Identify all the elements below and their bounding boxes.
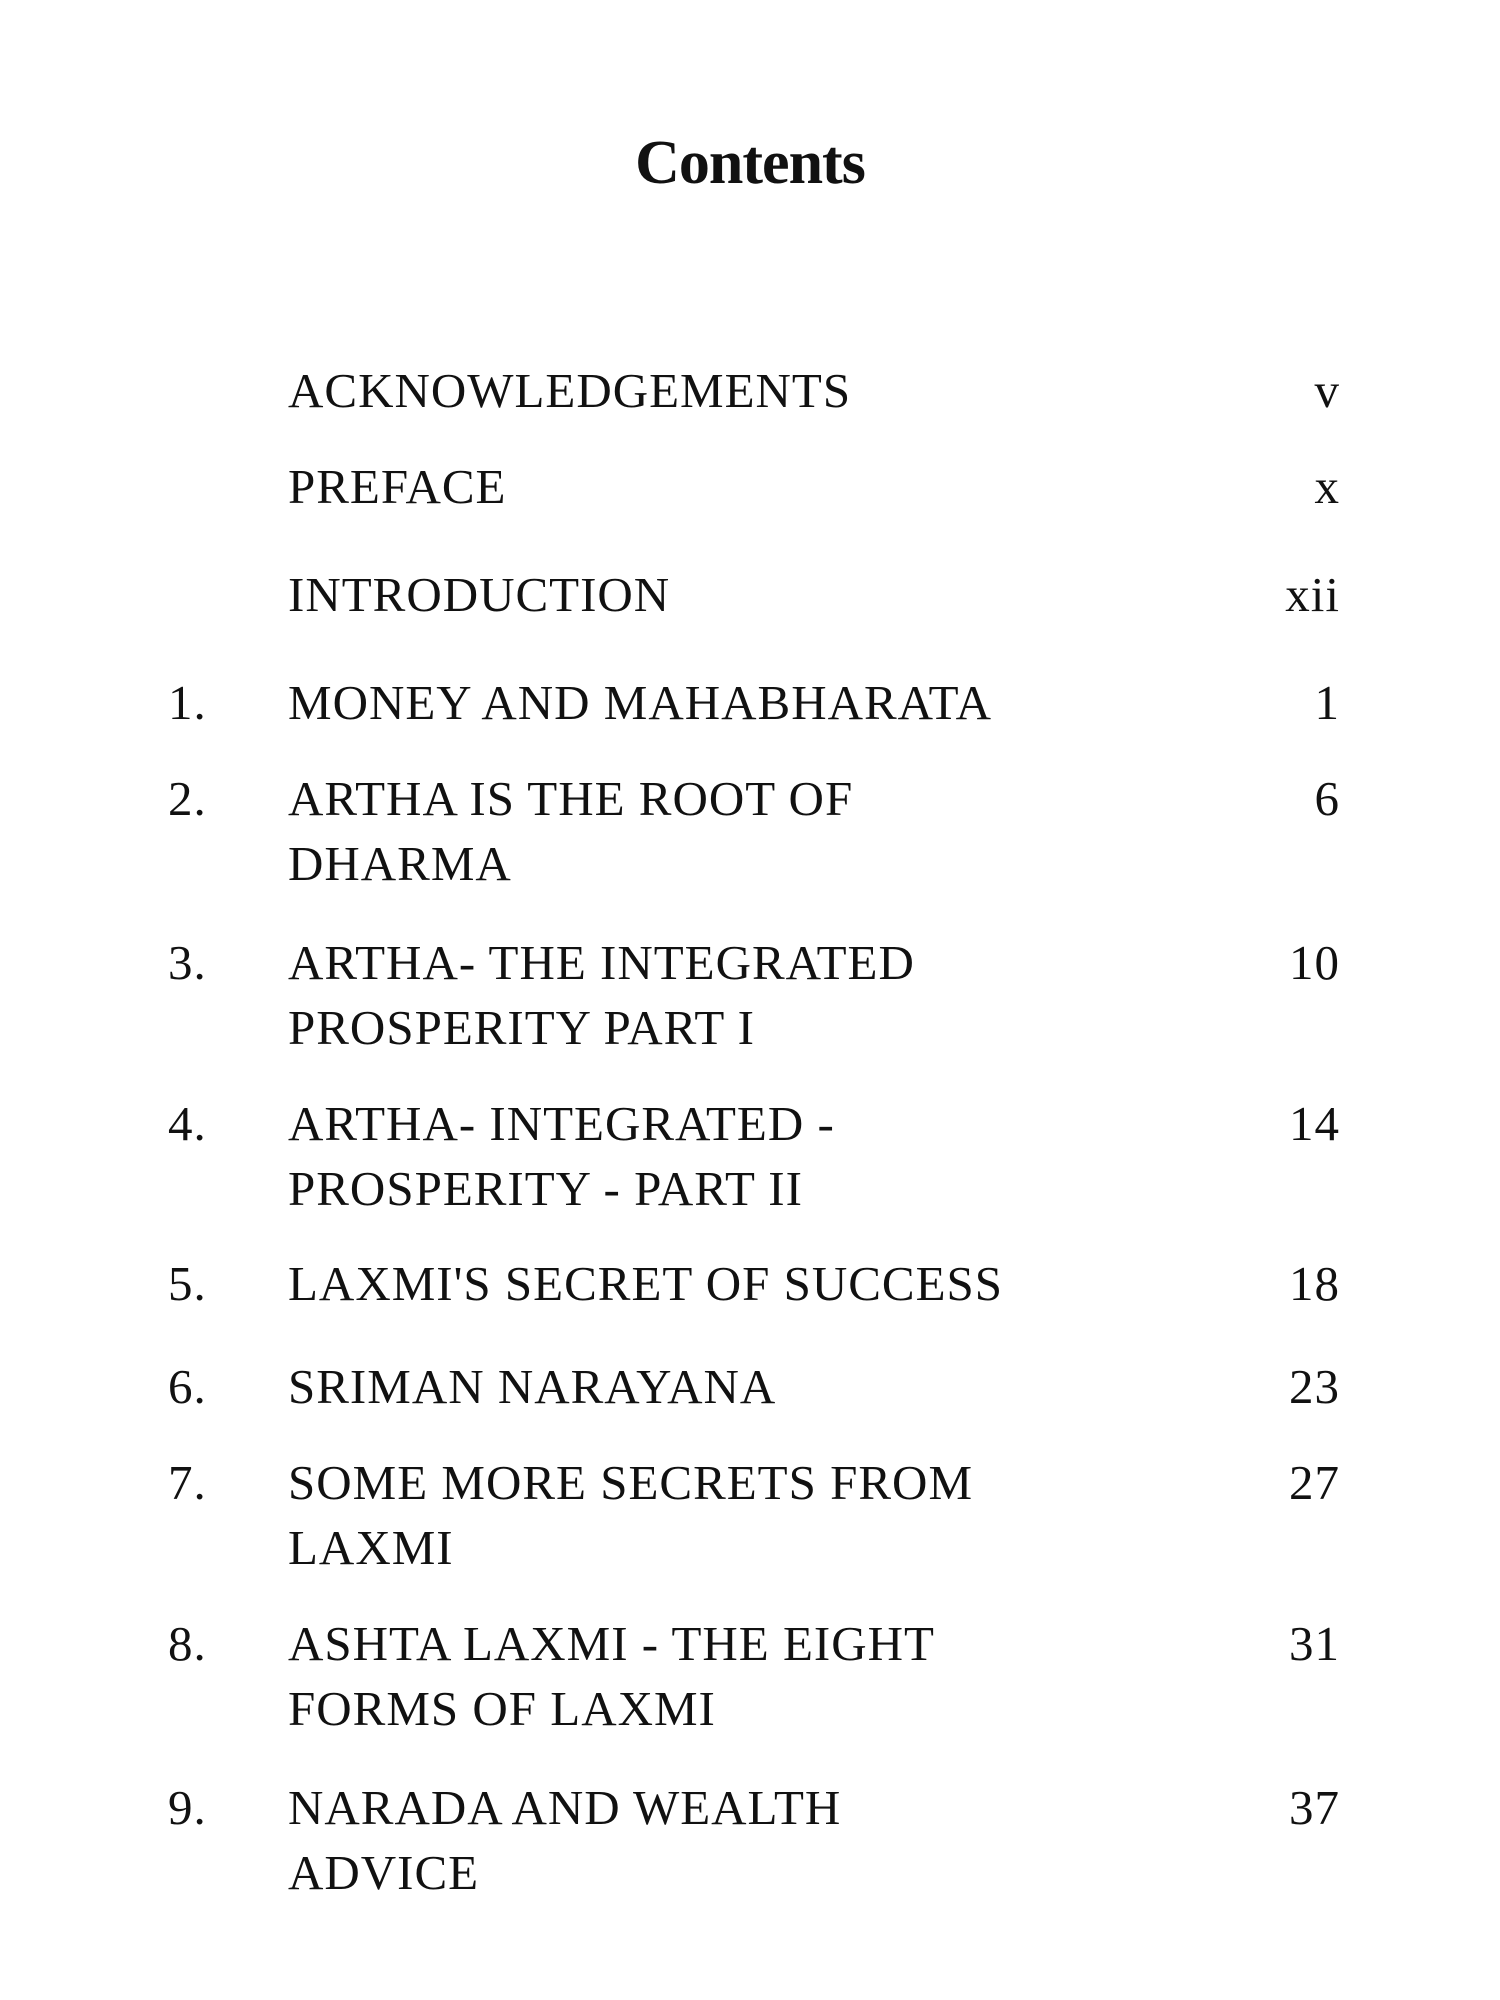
toc-entry-chapter-7[interactable] (0, 1450, 1500, 1575)
toc-entry-introduction[interactable] (0, 562, 1500, 682)
toc-entry-title: PREFACE (288, 459, 507, 514)
toc-entry-number: 2. (168, 771, 207, 826)
toc-entry-number: 7. (168, 1455, 207, 1510)
toc-entry-title: NARADA AND WEALTH ADVICE (288, 1780, 842, 1900)
toc-entry-number: 3. (168, 935, 207, 990)
toc-entry-number: 6. (168, 1359, 207, 1414)
toc-entry-page: xii (1285, 567, 1340, 622)
toc-entry-page: 18 (1289, 1256, 1340, 1311)
toc-entry-title: ACKNOWLEDGEMENTS (288, 363, 852, 418)
toc-entry-chapter-4[interactable] (0, 1091, 1500, 1216)
toc-entry-title: ASHTA LAXMI - THE EIGHT FORMS OF LAXMI (288, 1616, 935, 1736)
toc-entry-title: LAXMI'S SECRET OF SUCCESS (288, 1256, 1004, 1311)
toc-entry-title: ARTHA- INTEGRATED - PROSPERITY - PART II (288, 1096, 835, 1216)
toc-entry-title: SRIMAN NARAYANA (288, 1359, 777, 1414)
toc-entry-page: 10 (1289, 935, 1340, 990)
toc-entry-page: 1 (1314, 675, 1340, 730)
toc-entry-number: 8. (168, 1616, 207, 1671)
toc-entry-page: 37 (1289, 1780, 1340, 1835)
toc-entry-number: 9. (168, 1780, 207, 1835)
toc-entry-chapter-3[interactable] (0, 930, 1500, 1055)
toc-entry-chapter-9[interactable] (0, 1775, 1500, 1900)
toc-entry-number: 5. (168, 1256, 207, 1311)
toc-entry-page: v (1314, 363, 1340, 418)
toc-entry-page: 31 (1289, 1616, 1340, 1671)
toc-entry-number: 4. (168, 1096, 207, 1151)
toc-entry-title: ARTHA- THE INTEGRATED PROSPERITY PART I (288, 935, 915, 1055)
page-title: Contents (635, 129, 865, 197)
toc-entry-page: 14 (1289, 1096, 1340, 1151)
toc-entry-chapter-5[interactable] (0, 1251, 1500, 1371)
toc-entry-chapter-2[interactable] (0, 766, 1500, 891)
toc-entry-title: SOME MORE SECRETS FROM LAXMI (288, 1455, 974, 1575)
toc-entry-title: MONEY AND MAHABHARATA (288, 675, 993, 730)
toc-entry-page: 6 (1314, 771, 1340, 826)
toc-entry-page: 27 (1289, 1455, 1340, 1510)
toc-entry-number: 1. (168, 675, 207, 730)
toc-entry-title: ARTHA IS THE ROOT OF DHARMA (288, 771, 854, 891)
toc-entry-title: INTRODUCTION (288, 567, 671, 622)
toc-entry-page: x (1314, 459, 1340, 514)
toc-entry-chapter-8[interactable] (0, 1611, 1500, 1736)
toc-entry-page: 23 (1289, 1359, 1340, 1414)
toc-entry-preface[interactable] (0, 454, 1500, 574)
